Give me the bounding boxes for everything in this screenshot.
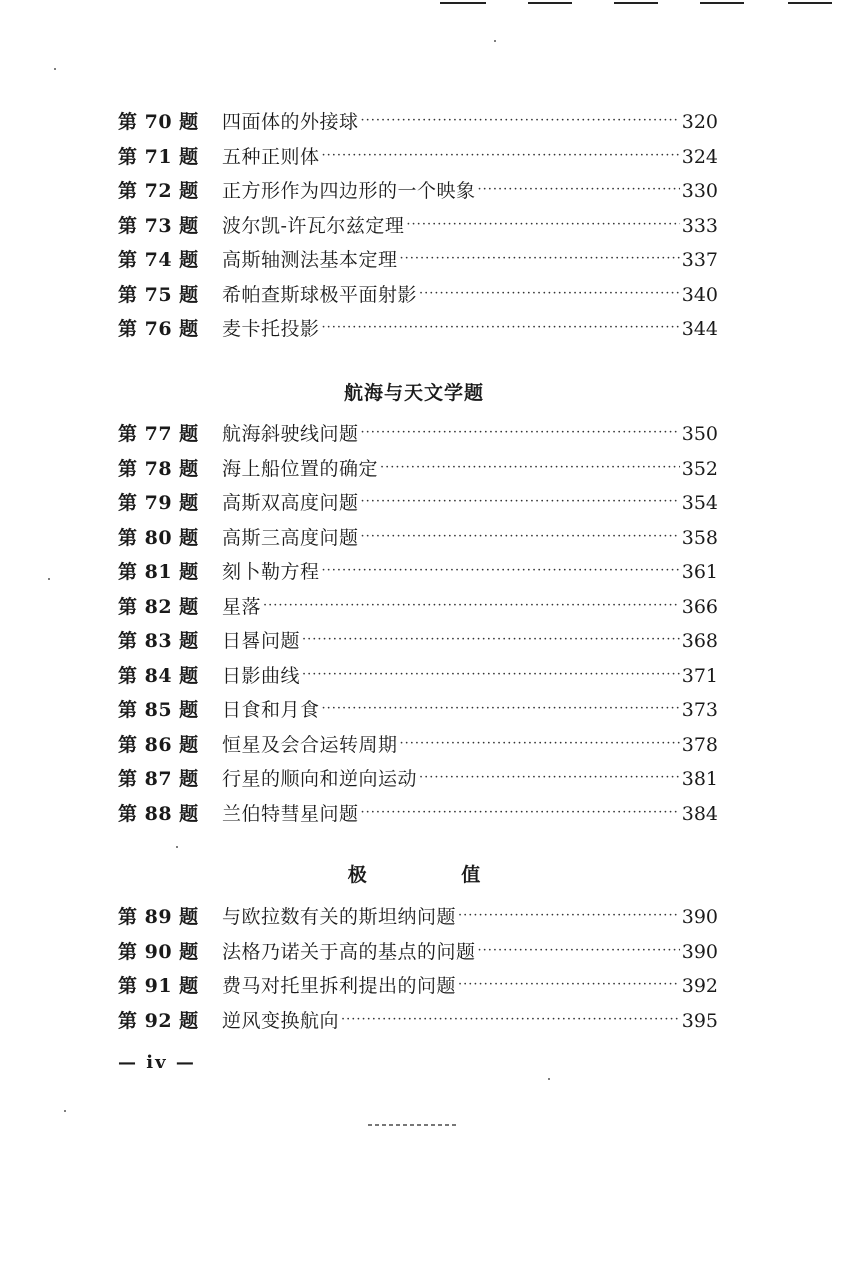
scan-artifact [788,2,832,4]
dot-leader [458,968,680,1003]
problem-title: 四面体的外接球 [222,111,359,133]
toc-entry[interactable] [118,486,718,521]
toc-entry[interactable] [118,140,718,175]
toc-entry[interactable] [118,278,718,313]
problem-title: 五种正则体 [222,145,320,168]
problem-title: 高斯三高度问题 [222,526,359,549]
problem-title: 日食和月食 [222,699,320,721]
problem-title: 刻卜勒方程 [222,561,320,583]
toc-entry[interactable] [118,624,718,659]
dot-leader [322,692,680,727]
page-number: 373 [681,699,718,721]
toc-entry[interactable] [118,762,718,797]
dot-leader [458,899,680,934]
page-number: 354 [681,492,718,514]
problem-number: 第 91 题 [118,975,199,997]
page-footer: — iv — [118,1052,196,1073]
problem-number: 第 87 题 [118,768,199,790]
dot-leader [380,451,680,486]
problem-number: 第 75 题 [118,283,199,306]
problem-number: 第 74 题 [118,249,199,271]
page-number: 344 [681,318,718,340]
section-heading-navigation-astronomy: 航海与天文学题 [343,382,484,404]
toc-entry[interactable] [118,728,718,763]
problem-number: 第 88 题 [118,802,199,825]
problem-number: 第 89 题 [118,906,199,928]
page-number: 366 [681,595,718,618]
problem-title: 高斯双高度问题 [222,492,359,514]
dot-leader [322,139,680,174]
dot-leader [406,208,679,243]
dot-leader [341,1003,680,1038]
page-number: 378 [681,733,718,756]
problem-number: 第 78 题 [118,457,199,480]
scan-speck [48,578,50,580]
problem-number: 第 82 题 [118,595,199,618]
toc-entry[interactable] [118,452,718,487]
toc-entry[interactable] [118,590,718,625]
dot-leader [400,242,680,277]
scan-speck [548,1078,550,1080]
dot-leader [302,623,680,658]
toc-entry[interactable] [118,209,718,244]
problem-title: 希帕查斯球极平面射影 [222,283,418,306]
page-number: 368 [681,630,718,652]
toc-entry[interactable] [118,900,718,935]
toc-entry[interactable] [118,521,718,556]
problem-title: 费马对托里拆利提出的问题 [222,975,457,997]
toc-entry[interactable] [118,555,718,590]
page-number: 333 [681,214,718,237]
scan-artifact [440,2,486,4]
problem-number: 第 71 题 [118,145,199,168]
problem-title: 波尔凯-许瓦尔兹定理 [222,214,405,237]
problem-title: 麦卡托投影 [222,318,320,340]
scan-speck [64,1110,66,1112]
problem-number: 第 92 题 [118,1009,199,1032]
problem-number: 第 70 题 [118,111,199,133]
problem-title: 正方形作为四边形的一个映象 [222,180,476,202]
page-number: 392 [681,975,718,997]
page-number: 395 [681,1009,718,1032]
problem-title: 逆风变换航向 [222,1009,340,1032]
problem-number: 第 86 题 [118,733,199,756]
page-number: 337 [681,249,718,271]
problem-title: 星落 [222,595,262,618]
problem-number: 第 83 题 [118,630,199,652]
problem-number: 第 84 题 [118,664,199,687]
toc-entry[interactable] [118,1004,718,1039]
dot-leader [263,589,680,624]
problem-title: 日影曲线 [222,664,301,687]
dot-leader [419,277,680,312]
problem-number: 第 90 题 [118,940,199,963]
problem-number: 第 85 题 [118,699,199,721]
scan-speck [54,68,56,70]
dot-leader [478,173,680,208]
dot-leader [400,727,680,762]
problem-title: 海上船位置的确定 [222,457,379,480]
scan-artifact [700,2,744,4]
scan-speck [176,846,178,848]
section-heading-text: 极 值 [347,864,525,886]
page-number: 390 [681,906,718,928]
dot-leader [302,658,680,693]
scan-artifact [368,1124,456,1126]
dot-leader [322,311,680,346]
page-number: 340 [681,283,718,306]
page-number: 371 [681,664,718,687]
problem-title: 行星的顺向和逆向运动 [222,768,418,790]
page-number: 352 [681,457,718,480]
toc-entry[interactable] [118,417,718,452]
toc-entry[interactable] [118,935,718,970]
section-heading-extrema [118,860,710,887]
dot-leader [478,934,680,969]
problem-title: 高斯轴测法基本定理 [222,249,398,271]
toc-entry[interactable] [118,312,718,347]
dot-leader [361,520,680,555]
problem-number: 第 77 题 [118,423,199,445]
page-number: 358 [681,526,718,549]
dot-leader [361,104,680,139]
problem-title: 日晷问题 [222,630,301,652]
problem-number: 第 79 题 [118,492,199,514]
toc-entry[interactable] [118,174,718,209]
page-number: 381 [681,768,718,790]
problem-number: 第 72 题 [118,180,199,202]
toc-entry[interactable] [118,797,718,832]
page-number: 390 [681,940,718,963]
dot-leader [361,416,680,451]
toc-entry[interactable] [118,693,718,728]
toc-entry[interactable] [118,105,718,140]
problem-title: 恒星及会合运转周期 [222,733,398,756]
page-number: 361 [681,561,718,583]
dot-leader [361,796,680,831]
scan-artifact [614,2,658,4]
toc-entry[interactable] [118,243,718,278]
scan-artifact [528,2,572,4]
page-number: 350 [681,423,718,445]
problem-title: 与欧拉数有关的斯坦纳问题 [222,906,457,928]
problem-title: 兰伯特彗星问题 [222,802,359,825]
problem-title: 航海斜驶线问题 [222,423,359,445]
toc-entry[interactable] [118,969,718,1004]
problem-number: 第 73 题 [118,214,199,237]
problem-number: 第 80 题 [118,526,199,549]
toc-section-extrema [118,900,718,1038]
toc-entry[interactable] [118,659,718,694]
page-number: 324 [681,145,718,168]
page-number: 330 [681,180,718,202]
dot-leader [419,761,680,796]
problem-title: 法格乃诺关于高的基点的问题 [222,940,476,963]
problem-number: 第 81 题 [118,561,199,583]
page-number: 320 [681,111,718,133]
dot-leader [322,554,680,589]
scan-speck [494,40,496,42]
toc-section-geometry [118,105,718,347]
problem-number: 第 76 题 [118,318,199,340]
page-number: 384 [681,802,718,825]
dot-leader [361,485,680,520]
toc-section-navigation-astronomy [118,417,718,831]
